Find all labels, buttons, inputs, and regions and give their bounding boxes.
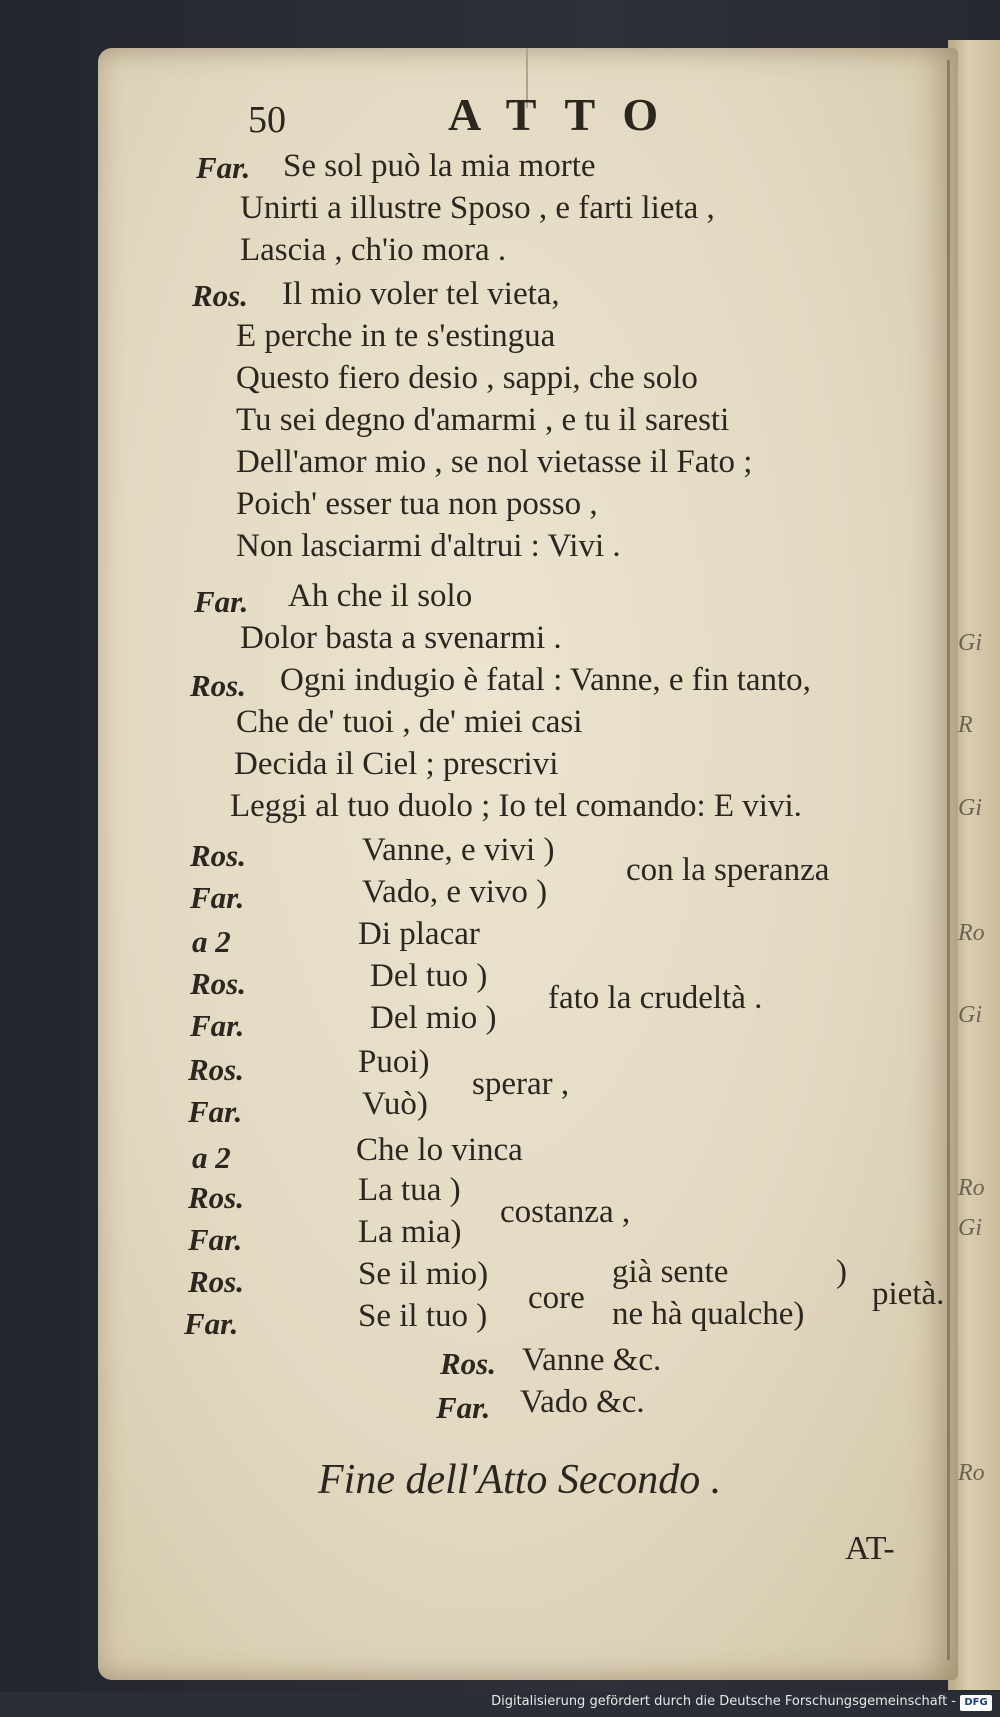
adjacent-page-letter: Ro xyxy=(958,920,985,946)
verse-line: Poich' esser tua non posso , xyxy=(236,486,598,522)
speaker-label: Far. xyxy=(188,1222,243,1257)
speaker-label: Far. xyxy=(436,1390,491,1425)
speaker-label: Far. xyxy=(194,584,249,619)
speaker-label: Far. xyxy=(190,1008,245,1043)
adjacent-page-letter: R xyxy=(958,712,973,738)
adjacent-page-letter: Gi xyxy=(958,1215,982,1241)
verse-line: Vanne, e vivi ) xyxy=(362,832,555,868)
verse-line: Vado &c. xyxy=(520,1384,645,1420)
verse-line: Tu sei degno d'amarmi , e tu il saresti xyxy=(236,402,730,438)
page-gutter xyxy=(947,60,950,1660)
verse-line: Questo fiero desio , sappi, che solo xyxy=(236,360,698,396)
adjacent-page-letter: Gi xyxy=(958,795,982,821)
verse-line: Che de' tuoi , de' miei casi xyxy=(236,704,583,740)
speaker-label: Far. xyxy=(190,880,245,915)
page-number: 50 xyxy=(248,99,286,141)
funding-credit: Digitalisierung gefördert durch die Deutsche Forschungsgemeinschaft - xyxy=(491,1694,956,1709)
verse-line: Il mio voler tel vieta, xyxy=(282,276,560,312)
verse-line: Lascia , ch'io mora . xyxy=(240,232,507,268)
verse-line: Se il mio) xyxy=(358,1256,489,1292)
verse-line: Dell'amor mio , se nol vietasse il Fato ; xyxy=(236,444,753,480)
speaker-label: Ros. xyxy=(190,838,246,873)
verse-line: fato la crudeltà . xyxy=(548,980,763,1016)
dfg-logo: DFG xyxy=(960,1695,992,1711)
footer-bar xyxy=(0,1692,1000,1717)
verse-line: Dolor basta a svenarmi . xyxy=(240,620,562,656)
speaker-label: Ros. xyxy=(188,1264,244,1299)
verse-line: già sente xyxy=(612,1254,729,1290)
verse-line: Se sol può la mia morte xyxy=(283,148,596,184)
verse-line: core xyxy=(528,1280,585,1316)
verse-line: con la speranza xyxy=(626,852,830,888)
speaker-label: Ros. xyxy=(190,668,246,703)
speaker-label: Far. xyxy=(184,1306,239,1341)
verse-line: Non lasciarmi d'altrui : Vivi . xyxy=(236,528,621,564)
speaker-label: Ros. xyxy=(192,278,248,313)
speaker-label: Ros. xyxy=(190,966,246,1001)
verse-line: Vanne &c. xyxy=(522,1342,662,1378)
verse-line: Vuò) xyxy=(362,1086,428,1122)
verse-line: Puoi) xyxy=(358,1044,430,1080)
verse-line: costanza , xyxy=(500,1194,631,1230)
verse-line: La mia) xyxy=(358,1214,462,1250)
verse-line: ne hà qualche) xyxy=(612,1296,805,1332)
adjacent-page-letter: Gi xyxy=(958,630,982,656)
speaker-label: Ros. xyxy=(440,1346,496,1381)
speaker-label: Far. xyxy=(196,150,251,185)
verse-line: Se il tuo ) xyxy=(358,1298,488,1334)
verse-line: Decida il Ciel ; prescrivi xyxy=(234,746,559,782)
verse-line: ) xyxy=(836,1254,847,1290)
catchword: AT- xyxy=(845,1530,895,1567)
verse-line: pietà. xyxy=(872,1276,945,1312)
verse-line: sperar , xyxy=(472,1066,570,1102)
adjacent-page-letter: Ro xyxy=(958,1175,985,1201)
speaker-label: a 2 xyxy=(192,924,231,959)
verse-line: Ogni indugio è fatal : Vanne, e fin tanto, xyxy=(280,662,811,698)
speaker-label: Ros. xyxy=(188,1052,244,1087)
adjacent-page-letter: Ro xyxy=(958,1460,985,1486)
act-end-line: Fine dell'Atto Secondo . xyxy=(318,1457,722,1503)
verse-line: Leggi al tuo duolo ; Io tel comando: E vivi. xyxy=(230,788,802,824)
verse-line: E perche in te s'estingua xyxy=(236,318,556,354)
verse-line: Vado, e vivo ) xyxy=(362,874,548,910)
verse-line: Del mio ) xyxy=(370,1000,497,1036)
verse-line: Ah che il solo xyxy=(288,578,473,614)
verse-line: Di placar xyxy=(358,916,480,952)
speaker-label: Far. xyxy=(188,1094,243,1129)
verse-line: Del tuo ) xyxy=(370,958,488,994)
adjacent-page-letter: Gi xyxy=(958,1002,982,1028)
verse-line: La tua ) xyxy=(358,1172,461,1208)
speaker-label: Ros. xyxy=(188,1180,244,1215)
page-title: ATTO xyxy=(448,89,687,140)
speaker-label: a 2 xyxy=(192,1140,231,1175)
verse-line: Che lo vinca xyxy=(356,1132,523,1168)
verse-line: Unirti a illustre Sposo , e farti lieta , xyxy=(240,190,715,226)
